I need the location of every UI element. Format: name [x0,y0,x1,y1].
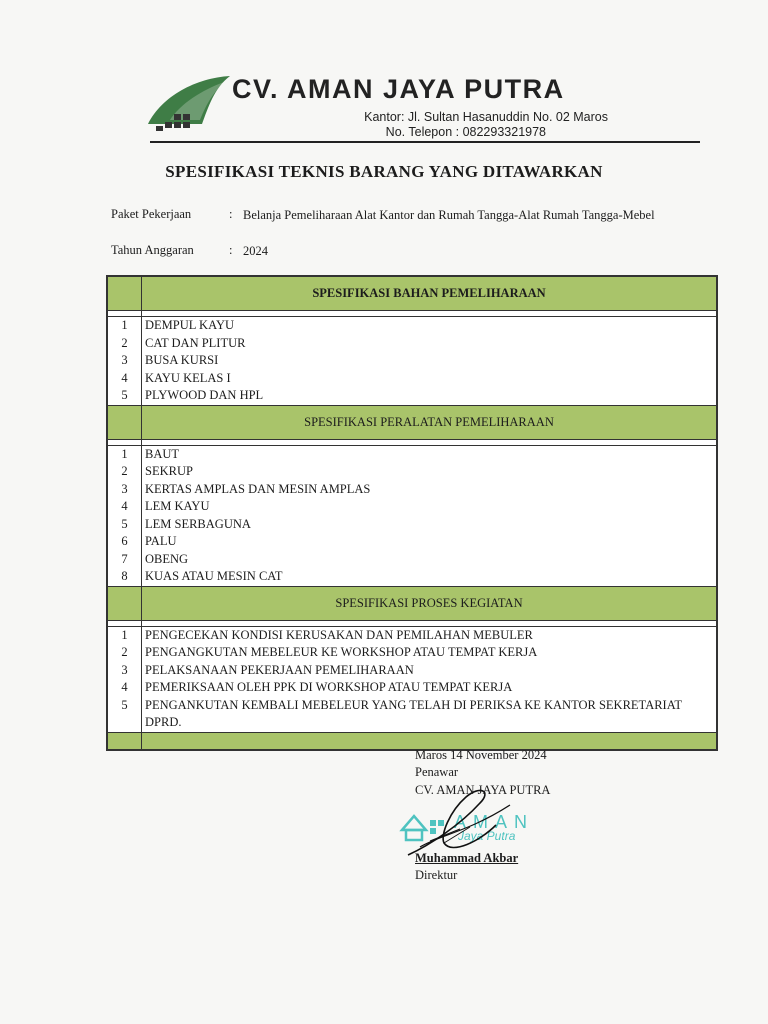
section-header [107,586,717,620]
spec-item: LEM SERBAGUNA [145,516,251,531]
item-column [142,445,718,586]
row-number: 1 [121,318,128,332]
paket-value: Belanja Pemeliharaan Alat Kantor dan Rumah Tangga-Alat Rumah Tangga-Mebel [243,208,655,222]
tahun-value: 2024 [243,244,268,258]
row-number: 3 [121,481,128,496]
signature-company: CV. AMAN JAYA PUTRA [415,783,551,797]
section-body [107,626,717,732]
row-number: 6 [121,534,128,548]
stamp-main-text: AMAN [454,812,535,832]
signatory-name: Muhammad Akbar [415,851,519,865]
footer-num-cell [107,732,142,750]
section-title: SPESIFIKASI PROSES KEGIATAN [142,586,718,620]
row-number: 4 [121,370,128,385]
number-column [107,445,142,586]
spec-item: KUAS ATAU MESIN CAT [145,569,283,583]
row-number: 2 [121,645,128,659]
row-number: 7 [121,551,128,566]
spec-item: DEMPUL KAYU [145,318,235,332]
row-number: 1 [121,446,128,461]
section-header [107,276,717,311]
signatory-position: Direktur [415,868,458,882]
section-header-num-cell [107,276,142,311]
spec-item: BAUT [145,446,180,461]
row-number: 8 [121,569,128,583]
row-number: 3 [121,662,128,677]
section-header-num-cell [107,405,142,439]
footer-item-cell [142,732,718,750]
stamp-sub-text: Jaya Putra [458,829,516,843]
row-number: 4 [121,680,128,694]
house-leaf-logo-icon [144,74,240,134]
row-number: 3 [121,353,128,367]
item-column [142,317,718,406]
spec-item: KAYU KELAS I [145,370,231,385]
tahun-colon: : [229,243,233,257]
spec-item: CAT DAN PLITUR [145,335,246,350]
company-name: CV. AMAN JAYA PUTRA [232,74,565,104]
section-title: SPESIFIKASI BAHAN PEMELIHARAAN [142,276,718,311]
row-number: 5 [121,516,128,531]
section-title: SPESIFIKASI PERALATAN PEMELIHARAAN [142,405,718,439]
spec-item: PENGECEKAN KONDISI KERUSAKAN DAN PEMILAHAN MEBULER [145,627,533,642]
spec-item: PEMERIKSAAN OLEH PPK DI WORKSHOP ATAU TEMPAT KERJA [145,680,513,694]
spec-item: BUSA KURSI [145,353,219,367]
spec-table [106,275,718,751]
spec-item: PENGANGKUTAN MEBELEUR KE WORKSHOP ATAU TEMPAT KERJA [145,645,538,659]
paket-colon: : [229,207,233,221]
table-footer-band [107,732,717,750]
row-number: 5 [121,697,128,712]
row-number: 2 [121,335,128,350]
section-header [107,405,717,439]
paket-label: Paket Pekerjaan [111,207,192,221]
spec-item: PENGANKUTAN KEMBALI MEBELEUR YANG TELAH DI PERIKSA KE KANTOR SEKRETARIAT DPRD. [145,697,682,729]
tahun-label: Tahun Anggaran [111,243,194,257]
company-phone: No. Telepon : 082293321978 [385,125,546,139]
spec-item: LEM KAYU [145,499,210,513]
signature-role: Penawar [415,765,459,779]
document-title: SPESIFIKASI TEKNIS BARANG YANG DITAWARKAN [165,162,603,181]
item-column [142,626,718,732]
row-number: 2 [121,464,128,478]
number-column [107,317,142,406]
spec-item: KERTAS AMPLAS DAN MESIN AMPLAS [145,481,371,496]
letterhead-divider [150,141,700,143]
spec-item: PELAKSANAAN PEKERJAAN PEMELIHARAAN [145,662,414,677]
row-number: 5 [121,388,128,402]
section-body [107,445,717,586]
row-number: 4 [121,499,128,513]
number-column [107,626,142,732]
spec-item: PLYWOOD DAN HPL [145,388,264,402]
spec-item: OBENG [145,551,189,566]
section-body [107,317,717,406]
section-header-num-cell [107,586,142,620]
spec-item: PALU [145,534,177,548]
company-address: Kantor: Jl. Sultan Hasanuddin No. 02 Maros [364,110,608,124]
row-number: 1 [121,627,128,642]
spec-item: SEKRUP [145,464,193,478]
signature-place-date: Maros 14 November 2024 [415,748,547,762]
